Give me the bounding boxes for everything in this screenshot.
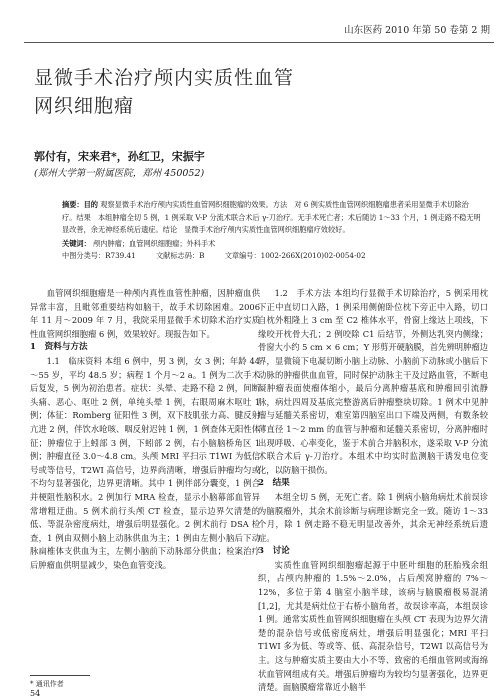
keywords-label: 关键词： (62, 238, 91, 248)
body-column-left (30, 287, 260, 572)
abstract-text: 观察显微手术治疗颅内实质性血管网织细胞瘤的效果。方法 对 6 例实质性血管网织细胞瘤患者采用显微手术切除治疗。结果 本组肿瘤全切 5 例，1 例采取 V-P 分流术联合术后 γ-刀治疗。无手术死亡者；术后随访 1～33 个月，1 例走路不稳无明显改善，余无神经系统后遗症。结论 显微手术治疗颅内实质性血管网织细胞瘤疗效较好。 (62, 200, 481, 234)
abstract (62, 199, 482, 263)
body-column-right (258, 287, 488, 695)
abstract-label: 摘要：目的 (62, 200, 98, 209)
page-number: 54 (30, 689, 41, 698)
footnote-rule (30, 675, 90, 676)
section-3-text: 实质性血管网织细胞瘤起源于中胚叶细胞的胚胎残余组织，占颅内肿瘤的 1.5%～2.0%，占后颅窝肿瘤的 7%～12%，多位于第 4 脑室小脑半球，该病与脑膜瘤极易混淆[1,2]，尤其是病灶位于右桥小脑角者，故误诊率高，本组误诊 1 例。通常实质性血管网织细胞瘤在头颅 CT 表现为边界欠清楚的混杂信号或低密度病灶，增强后明显强化；MRI 平扫 T1WI 多为低、等或等、低、高混杂信号，T2WI 以高信号为主。这与肿瘤实质主要由大小不等、致密的毛细血管网或海绵状血管网组成有关。增强后肿瘤均为较均匀显著强化，边界更清楚。面脑膜瘤常靠近小脑半 (258, 559, 488, 693)
section-1-2-heading: 1.2 手术方法 (274, 288, 332, 298)
clc-number: 中图分类号：R739.41 (62, 251, 136, 260)
document-code: 文献标志码：B (155, 251, 205, 260)
section-2-text: 本组全切 5 例，无死亡者。除 1 例病小脑角病灶术前误诊为脑膜瘤外，其余术前诊断与病理诊断完全一致。随访 1～33 个月，除 1 例走路不稳无明显改善外，其余无神经系统后遗症。 (258, 491, 488, 543)
title-line-2: 网织细胞瘤 (34, 95, 135, 117)
affiliation: (郑州大学第一附属医院，郑州 450052) (34, 168, 205, 179)
keywords-text: 颅内肿瘤；血管网织细胞瘤；外科手术 (93, 238, 216, 248)
footnote: * 通讯作者 (30, 680, 64, 688)
intro-paragraph: 血管网织细胞瘤是一种颅内真性血管性肿瘤，因肿瘤血供异常丰富，且毗邻重要结构如脑干，故手术切除困难。2006 年 11 月～2009 年 7 月，我院采用显微手术切除术治疗实质性血管网织细胞瘤 6 例，效果较好。现报告如下。 (30, 288, 260, 339)
section-3-heading: 3 讨论 (258, 546, 290, 557)
classification-line (62, 250, 482, 263)
section-1-1-text: 本组 6 例中，男 3 例，女 3 例；年龄 44～55 岁，平均 48.5 岁；病程 1 个月～2 a。1 例为二次手术后复发，5 例为初治患者。症状：头晕、走路不稳 2 例，间断头痛、恶心、呕吐 2 例，单纯头晕 1 例，右眼周麻木呕吐 1 例；体征：Romberg 征阳性 3 例，双下肢肌张力高、腱反射亢进 2 例，伴饮水呛咳、咽反射迟钝 1 例，1 例查体无阳性体征；肿瘤位于上蚓部 3 例，下蚓部 2 例，右小脑脑桥角区 1 例；肿瘤直径 3.0～4.8 cm。头颅 MRI 平扫示 T1WI 为低信号或等信号，T2WI 高信号，边界尚清晰，增强后肿瘤均匀或不均匀显著强化，边界更清晰。其中 1 例伴部分囊变，1 例合并梗阻性脑积水。2 例加行 MRA 检查，显示小脑幕部血管异常增粗迂曲。5 例术前行头颅 CT 检查，显示边界欠清楚的低、等混杂密度病灶，增强后明显强化。2 例术前行 DSA 检查，1 例由双侧小脑上动脉供血为主；1 例由左侧小脑后下动脉扁椎体支供血为主，左侧小脑前下动脉部分供血；检案治疗后肿瘤血供明显减少，染色血管变浅。 (30, 355, 261, 570)
title-line-1: 显微手术治疗颅内实质性血管 (34, 67, 295, 89)
header-rule (24, 42, 494, 43)
section-1-1-heading: 1.1 临床资料 (46, 355, 103, 366)
section-1-heading: 1 资料与方法 (30, 342, 88, 353)
journal-header: 山东医药 2010 年第 50 卷第 2 期 (344, 25, 490, 36)
article-title (34, 64, 474, 120)
authors: 郭付有，宋来君*，孙红卫，宋振宇 (34, 150, 205, 163)
article-id: 文章编号：1002-266X(2010)02-0054-02 (224, 251, 366, 260)
section-1-2-text: 本组均行显微手术切除治疗，5 例采用枕下正中直切口入路，1 例采用侧俯卧位枕下旁正中入路，切口自枕外粗隆上 3 cm 至 C2 椎体水平，骨窗上缘达上项线，下缘咬开枕骨大孔；2 例咬除 C1 后结节，外侧达乳突内侧缘；骨窗大小约 5 cm × 6 cm；Y 形剪开硬脑膜，首先辨明肿瘤边界，显微镜下电凝切断小脑上动脉、小脑前下动脉或小脑后下动脉的肿瘤供血血管，同时保护动脉主干及过路血管，不断电凝肿瘤表面使瘤体缩小，最后分离肿瘤基底和肿瘤回引流静脉，病灶四周及基底完整游离后肿瘤整块切除。1 例术中见肿瘤与延髓关系密切，难室第四脑室出口下端及两侧，有数条较薄直径 1～2 mm 的血管与肿瘤和延髓关系密切，分离肿瘤时出现呼吸、心率变化，鉴于术前合并脑积水，遂采取 V-P 分流术联合术后 γ-刀治疗。本组术中均实时监测脑干诱发电位变化，以防脑干损伤。 (258, 288, 489, 475)
section-2-heading: 2 结果 (258, 478, 290, 489)
